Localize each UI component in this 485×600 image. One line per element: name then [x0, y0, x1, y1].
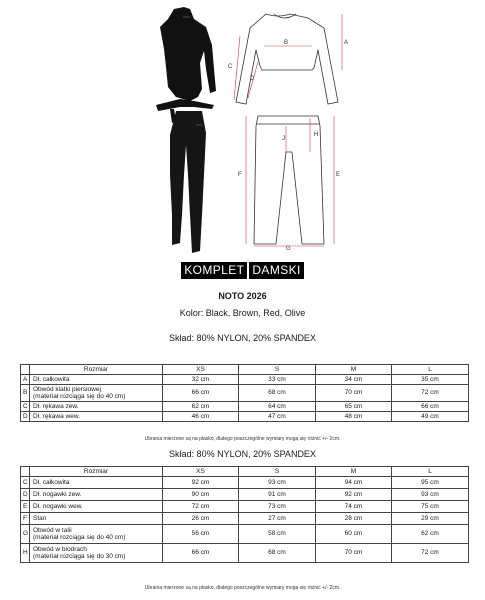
- cell-l: 29 cm: [392, 513, 469, 525]
- product-heading: [0, 262, 485, 279]
- size-diagram-svg: [226, 6, 352, 250]
- cell-l: 49 cm: [392, 412, 469, 422]
- cell-l: 95 cm: [392, 477, 469, 489]
- top-outline: [236, 14, 338, 104]
- table-row: [21, 501, 469, 513]
- row-name: Dł. całkowita: [30, 375, 163, 385]
- cell-l: 66 cm: [392, 402, 469, 412]
- row-name-cell: [30, 385, 163, 402]
- cell-m: 94 cm: [316, 477, 392, 489]
- cell-xs: 56 cm: [163, 525, 239, 544]
- table-row: [21, 402, 469, 412]
- size-diagram: [226, 6, 352, 250]
- header-s: S: [239, 467, 316, 477]
- composition-pants: Skład: 80% NYLON, 20% SPANDEX: [169, 449, 316, 459]
- header-s: S: [239, 365, 316, 375]
- cell-s: 93 cm: [239, 477, 316, 489]
- cell-xs: 92 cm: [163, 477, 239, 489]
- cell-m: 92 cm: [316, 489, 392, 501]
- cell-s: 47 cm: [239, 412, 316, 422]
- table-row: [21, 525, 469, 544]
- row-name: Dł. nogawki wew.: [30, 501, 163, 513]
- table-header-row: [21, 365, 469, 375]
- cell-l: 72 cm: [392, 385, 469, 402]
- composition-top: Skład: 80% NYLON, 20% SPANDEX: [169, 333, 316, 343]
- cell-xs: 32 cm: [163, 375, 239, 385]
- cell-l: 75 cm: [392, 501, 469, 513]
- waist-strap: [156, 99, 214, 111]
- cell-l: 62 cm: [392, 525, 469, 544]
- label-d: D: [250, 76, 255, 82]
- cell-xs: 62 cm: [163, 402, 239, 412]
- table-row: [21, 513, 469, 525]
- cell-xs: 66 cm: [163, 544, 239, 563]
- header-m: M: [316, 365, 392, 375]
- cell-xs: 90 cm: [163, 489, 239, 501]
- product-photo: [150, 5, 222, 257]
- top-garment: [160, 7, 216, 101]
- cell-m: 28 cm: [316, 513, 392, 525]
- label-a: A: [344, 40, 349, 46]
- cell-m: 34 cm: [316, 375, 392, 385]
- label-j: J: [282, 136, 285, 142]
- cell-s: 33 cm: [239, 375, 316, 385]
- row-code: E: [21, 501, 30, 513]
- row-name: Dł. rękawa wew.: [30, 412, 163, 422]
- row-name: Obwód klatki piersiowej: [33, 385, 101, 393]
- row-note: (materiał rozciąga się do 40 cm): [33, 393, 126, 400]
- row-name-cell: [30, 544, 163, 563]
- heading-word-1: KOMPLET: [181, 262, 247, 279]
- row-code: D: [21, 489, 30, 501]
- cell-xs: 66 cm: [163, 385, 239, 402]
- size-table-pants: [20, 466, 469, 563]
- color-options: Kolor: Black, Brown, Red, Olive: [179, 308, 306, 318]
- cell-m: 70 cm: [316, 544, 392, 563]
- cell-s: 58 cm: [239, 525, 316, 544]
- table-row: [21, 477, 469, 489]
- label-f: F: [238, 172, 242, 178]
- cell-xs: 26 cm: [163, 513, 239, 525]
- cell-m: 60 cm: [316, 525, 392, 544]
- measurement-note-pants: Ubrania mierzone są na płasko, dlatego poszczególne wymiary mogą się różnić +/- 2cm.: [144, 585, 341, 591]
- heading-word-2: DAMSKI: [249, 262, 303, 279]
- header-size: Rozmiar: [30, 467, 163, 477]
- row-code: G: [21, 525, 30, 544]
- header-code: [21, 365, 30, 375]
- row-code: D: [21, 412, 30, 422]
- cell-m: 74 cm: [316, 501, 392, 513]
- cell-m: 48 cm: [316, 412, 392, 422]
- table-row: [21, 544, 469, 563]
- row-code: A: [21, 375, 30, 385]
- row-name: Dł. rękawa zew.: [30, 402, 163, 412]
- cell-m: 70 cm: [316, 385, 392, 402]
- label-b: B: [284, 40, 289, 46]
- top-outline-path: [236, 14, 338, 104]
- row-name: Dł. całkowita: [30, 477, 163, 489]
- table-row: [21, 385, 469, 402]
- table-row: [21, 412, 469, 422]
- cell-s: 68 cm: [239, 544, 316, 563]
- cell-m: 65 cm: [316, 402, 392, 412]
- label-e: E: [336, 172, 341, 178]
- cell-s: 68 cm: [239, 385, 316, 402]
- cell-s: 27 cm: [239, 513, 316, 525]
- table-row: [21, 489, 469, 501]
- cell-xs: 72 cm: [163, 501, 239, 513]
- cell-s: 91 cm: [239, 489, 316, 501]
- row-code: B: [21, 385, 30, 402]
- label-g: G: [286, 246, 291, 250]
- model-name: NOTO 2026: [218, 291, 267, 301]
- row-name-cell: [30, 525, 163, 544]
- header-xs: XS: [163, 467, 239, 477]
- table-header-row: [21, 467, 469, 477]
- row-code: C: [21, 402, 30, 412]
- row-code: F: [21, 513, 30, 525]
- header-size: Rozmiar: [30, 365, 163, 375]
- header-l: L: [392, 467, 469, 477]
- row-name: Stan: [30, 513, 163, 525]
- label-c: C: [228, 64, 233, 70]
- row-note: (materiał rozciąga się do 40 cm): [33, 534, 126, 541]
- row-name: Dł. nogawki zew.: [30, 489, 163, 501]
- pants-garment: [170, 111, 206, 253]
- cell-l: 35 cm: [392, 375, 469, 385]
- label-h: H: [314, 132, 319, 138]
- size-table-top: [20, 364, 469, 422]
- cell-xs: 46 cm: [163, 412, 239, 422]
- header-xs: XS: [163, 365, 239, 375]
- header-code: [21, 467, 30, 477]
- table-row: [21, 375, 469, 385]
- row-code: H: [21, 544, 30, 563]
- measurement-note-top: Ubrania mierzone są na płasko, dlatego poszczególne wymiary mogą się różnić +/- 2cm.: [144, 436, 341, 442]
- cell-s: 64 cm: [239, 402, 316, 412]
- cell-l: 93 cm: [392, 489, 469, 501]
- header-m: M: [316, 467, 392, 477]
- product-photo-figure: [150, 5, 222, 257]
- cell-s: 73 cm: [239, 501, 316, 513]
- row-note: (materiał rozciąga się do 30 cm): [33, 553, 126, 560]
- row-code: C: [21, 477, 30, 489]
- cell-l: 72 cm: [392, 544, 469, 563]
- row-name: Obwód w biodrach: [33, 545, 87, 553]
- row-name: Obwód w talii: [33, 526, 72, 534]
- header-l: L: [392, 365, 469, 375]
